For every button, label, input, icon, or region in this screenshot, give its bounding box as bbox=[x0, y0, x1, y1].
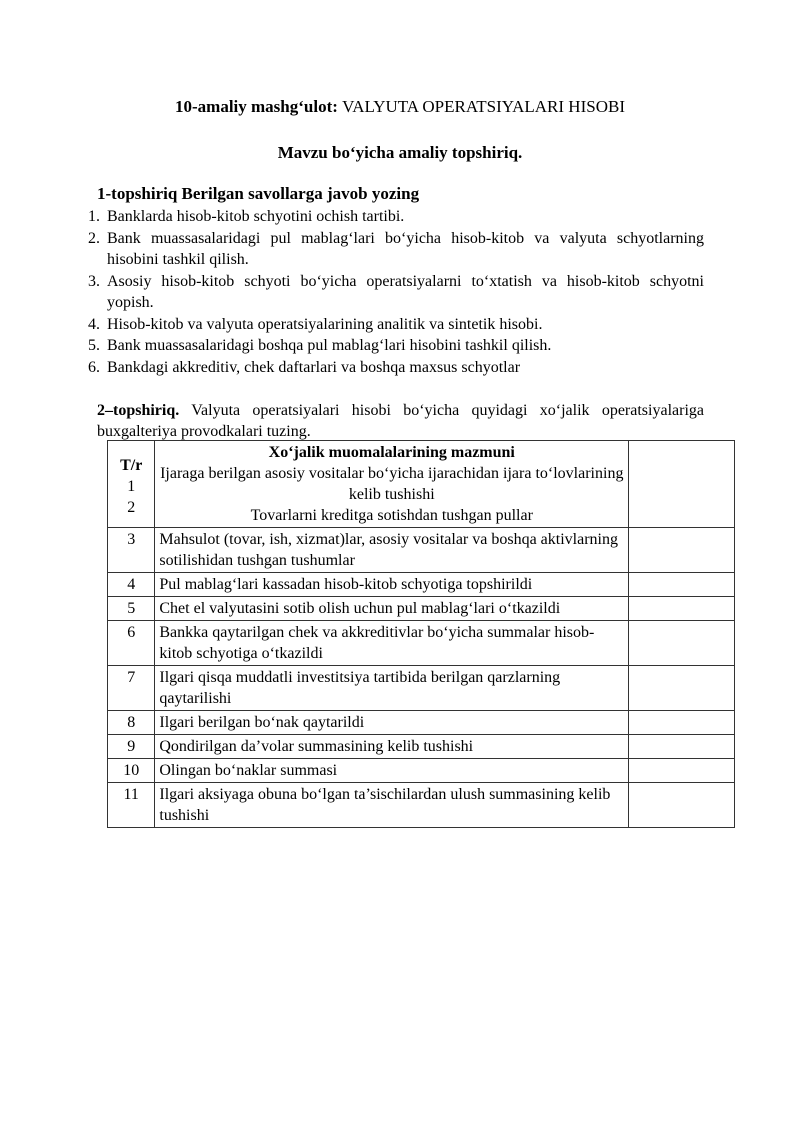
row-text: Bankka qaytarilgan chek va akkreditivlar bo‘yicha summalar hisob-kitob schyotiga o‘tkazildi bbox=[155, 621, 629, 666]
list-item bbox=[88, 228, 704, 271]
header-num-cell bbox=[108, 441, 155, 528]
row-number: 8 bbox=[108, 711, 155, 735]
title-prefix: 10-amaliy mashg‘ulot: bbox=[175, 97, 343, 116]
table-row bbox=[108, 783, 735, 828]
table-row bbox=[108, 711, 735, 735]
page-subtitle: Mavzu bo‘yicha amaliy topshiriq. bbox=[277, 143, 523, 162]
question-number: 1. bbox=[88, 208, 100, 225]
row-number: 2 bbox=[127, 499, 136, 516]
entry-cell[interactable] bbox=[629, 441, 735, 528]
row-text: Chet el valyutasini sotib olish uchun pul mablag‘lari o‘tkazildi bbox=[155, 597, 629, 621]
entry-cell[interactable] bbox=[629, 573, 735, 597]
row-text: Mahsulot (tovar, ish, xizmat)lar, asosiy vositalar va boshqa aktivlarning sotilishidan tushgan tushumlar bbox=[155, 528, 629, 573]
question-number: 6. bbox=[88, 358, 100, 376]
list-item bbox=[88, 335, 704, 357]
question-text: Banklarda hisob-kitob schyotini ochish tartibi. bbox=[107, 208, 405, 225]
row-text: Qondirilgan da’volar summasining kelib tushishi bbox=[155, 735, 629, 759]
row-text: Ilgari berilgan bo‘nak qaytarildi bbox=[155, 711, 629, 735]
entry-cell[interactable] bbox=[629, 783, 735, 828]
task2-paragraph bbox=[97, 400, 704, 442]
task1-heading: 1-topshiriq Berilgan savollarga javob yozing bbox=[97, 184, 420, 203]
row-text: Pul mablag‘lari kassadan hisob-kitob schyotiga topshirildi bbox=[155, 573, 629, 597]
table-row bbox=[108, 666, 735, 711]
row-number: 6 bbox=[108, 621, 155, 666]
question-number: 2. bbox=[88, 229, 100, 247]
row-text: Ilgari aksiyaga obuna bo‘lgan ta’sischilardan ulush summasining kelib tushishi bbox=[155, 783, 629, 828]
row-number: 3 bbox=[108, 528, 155, 573]
row-number: 7 bbox=[108, 666, 155, 711]
question-text: Bank muassasalaridagi boshqa pul mablag‘lari hisobini tashkil qilish. bbox=[107, 337, 552, 354]
entry-cell[interactable] bbox=[629, 759, 735, 783]
entry-cell[interactable] bbox=[629, 666, 735, 711]
list-item bbox=[88, 314, 704, 336]
question-text: Bankdagi akkreditiv, chek daftarlari va boshqa maxsus schyotlar bbox=[107, 358, 521, 376]
task2-text: Valyuta operatsiyalari hisobi bo‘yicha quyidagi xo‘jalik operatsiyalariga buxgalteriya provodkalari tuzing. bbox=[97, 402, 704, 440]
row-text: Tovarlarni kreditga sotishdan tushgan pullar bbox=[250, 507, 533, 524]
entry-cell[interactable] bbox=[629, 528, 735, 573]
list-item bbox=[88, 357, 704, 379]
operations-table bbox=[107, 440, 735, 828]
title-topic: VALYUTA OPERATSIYALARI HISOBI bbox=[342, 97, 625, 116]
row-number: 10 bbox=[108, 759, 155, 783]
row-number: 5 bbox=[108, 597, 155, 621]
header-content-cell bbox=[155, 441, 629, 528]
row-text: Olingan bo‘naklar summasi bbox=[155, 759, 629, 783]
question-text: Asosiy hisob-kitob schyoti bo‘yicha operatsiyalarni to‘xtatish va hisob-kitob schyotni yopish. bbox=[107, 272, 704, 311]
table-row bbox=[108, 597, 735, 621]
row-text: Ilgari qisqa muddatli investitsiya tartibida berilgan qarzlarning qaytarilishi bbox=[155, 666, 629, 711]
list-item bbox=[88, 206, 704, 228]
question-text: Bank muassasalaridagi pul mablag‘lari bo‘yicha hisob-kitob va valyuta schyotlarning hisobini tashkil qilish. bbox=[107, 229, 704, 268]
question-list bbox=[88, 206, 704, 378]
entry-cell[interactable] bbox=[629, 735, 735, 759]
row-text: Ijaraga berilgan asosiy vositalar bo‘yicha ijarachidan ijara to‘lovlarining kelib tushishi bbox=[160, 465, 624, 503]
table-row bbox=[108, 573, 735, 597]
row-number: 1 bbox=[127, 478, 136, 495]
entry-cell[interactable] bbox=[629, 597, 735, 621]
header-content-label: Xo‘jalik muomalalarining mazmuni bbox=[268, 444, 515, 461]
page-title bbox=[0, 97, 800, 117]
question-number: 4. bbox=[88, 315, 100, 333]
question-text: Hisob-kitob va valyuta operatsiyalarining analitik va sintetik hisobi. bbox=[107, 315, 543, 333]
table-row bbox=[108, 528, 735, 573]
row-number: 11 bbox=[108, 783, 155, 828]
row-number: 4 bbox=[108, 573, 155, 597]
table-row bbox=[108, 735, 735, 759]
question-number: 3. bbox=[88, 272, 100, 290]
entry-cell[interactable] bbox=[629, 711, 735, 735]
entry-cell[interactable] bbox=[629, 621, 735, 666]
row-number: 9 bbox=[108, 735, 155, 759]
list-item bbox=[88, 271, 704, 314]
question-number: 5. bbox=[88, 337, 100, 354]
table-row bbox=[108, 759, 735, 783]
task2-label: 2–topshiriq. bbox=[97, 402, 180, 419]
header-num-label: T/r bbox=[120, 457, 143, 474]
table-row bbox=[108, 621, 735, 666]
table-header-row bbox=[108, 441, 735, 528]
